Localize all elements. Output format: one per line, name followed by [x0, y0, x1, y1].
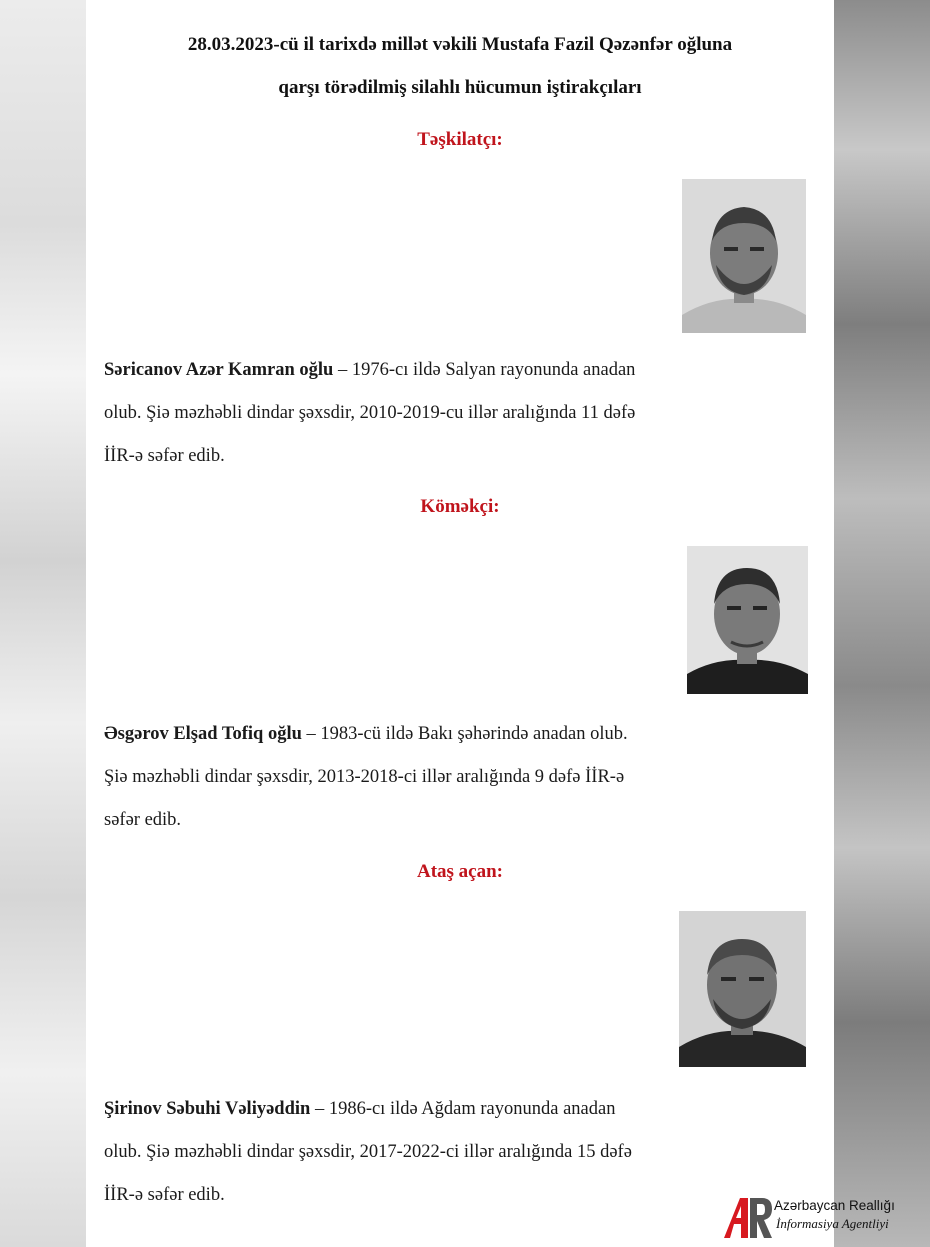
- document-title-line-2: qarşı törədilmiş silahlı hücumun iştirakçıları: [278, 77, 642, 98]
- section-heading-shooter: Ataş açan:: [416, 861, 504, 882]
- agency-name-line-2: İnformasiya Agentliyi: [776, 1216, 889, 1231]
- accomplice-photo: [687, 546, 808, 694]
- organizer-photo: [682, 179, 806, 333]
- document-page: [86, 0, 834, 1247]
- blurred-background-left: [0, 0, 86, 1247]
- accomplice-bio-line-3: səfər edib.: [104, 810, 182, 830]
- agency-watermark: [722, 1196, 930, 1240]
- document-title-line-1: 28.03.2023-cü il tarixdə millət vəkili Mustafa Fazil Qəzənfər oğluna: [187, 34, 733, 55]
- shooter-bio-line-2: olub. Şiə məzhəbli dindar şəxsdir, 2017-2022-ci illər aralığında 15 dəfə: [104, 1142, 632, 1162]
- shooter-photo: [679, 911, 806, 1067]
- shooter-bio: [104, 1088, 808, 1217]
- section-heading-organizer: Təşkilatçı:: [417, 129, 503, 150]
- organizer-bio-line-2: olub. Şiə məzhəbli dindar şəxsdir, 2010-2019-cu illər aralığında 11 dəfə: [104, 403, 636, 423]
- organizer-bio: [104, 349, 808, 478]
- agency-logo-icon: [722, 1196, 774, 1240]
- shooter-name: Şirinov Səbuhi Vəliyəddin: [104, 1099, 311, 1119]
- accomplice-bio-line-2: Şiə məzhəbli dindar şəxsdir, 2013-2018-ci illər aralığında 9 dəfə İİR-ə: [104, 767, 625, 787]
- organizer-bio-line-3: İİR-ə səfər edib.: [104, 446, 225, 466]
- shooter-bio-line-3: İİR-ə səfər edib.: [104, 1185, 225, 1205]
- blurred-background-right: [834, 0, 930, 1247]
- section-heading-accomplice: Köməkçi:: [420, 496, 500, 517]
- accomplice-bio: [104, 713, 808, 842]
- organizer-bio-line-1: – 1976-cı ildə Salyan rayonunda anadan: [333, 360, 636, 380]
- accomplice-name: Əsgərov Elşad Tofiq oğlu: [104, 724, 302, 744]
- agency-name-line-1: Azərbaycan Reallığı: [774, 1198, 895, 1213]
- shooter-bio-line-1: – 1986-cı ildə Ağdam rayonunda anadan: [310, 1099, 616, 1119]
- accomplice-bio-line-1: – 1983-cü ildə Bakı şəhərində anadan olub.: [301, 724, 628, 744]
- organizer-name: Səricanov Azər Kamran oğlu: [104, 360, 334, 380]
